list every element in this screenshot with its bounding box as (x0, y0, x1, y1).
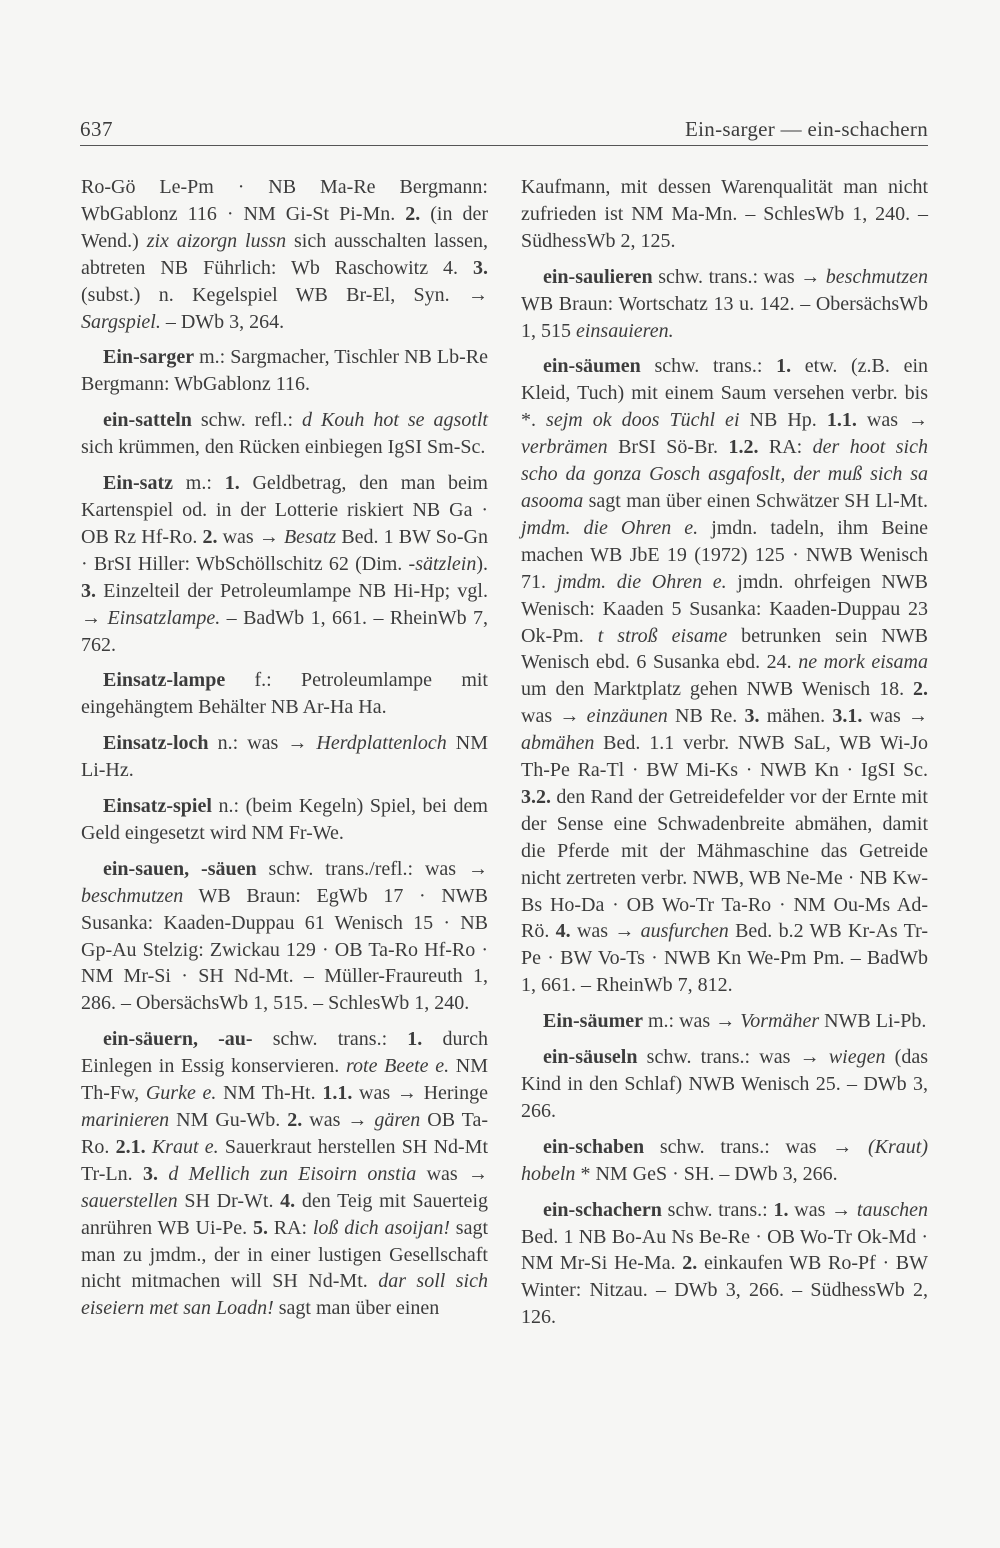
entry-text: was → (217, 525, 284, 548)
italic-text: beschmutzen (81, 884, 184, 907)
italic-text: einsauieren. (576, 319, 674, 342)
dictionary-entry (81, 856, 488, 1017)
entry-text: Bed. b.2 WB Kr-As Tr-Pe · BW Vo-Ts · NWB Kn We-Pm Pm. – BadWb 1, 661. – RheinWb 7, 812. (521, 920, 928, 997)
running-head: Ein-sarger — ein-schachern (685, 117, 928, 141)
entry-text: f.: Petroleumlampe mit eingehängtem Behälter NB Ar-Ha Ha. (81, 669, 488, 719)
sense-number: 1.1. (826, 409, 857, 432)
entry-text: – BadWb 1, 661. – RheinWb 7, 762. (81, 606, 488, 656)
sense-number: 3. (142, 1162, 158, 1185)
dictionary-entry (521, 1134, 928, 1188)
sense-number: 3.1. (832, 705, 863, 728)
italic-text: verbrämen (521, 436, 608, 459)
entry-text: NM Gu-Wb. (169, 1109, 288, 1131)
entry-text: OB Ta-Ro. (81, 1109, 489, 1158)
entry-text: schw. trans.: was → (652, 265, 826, 288)
italic-text: rote Beete e. (345, 1055, 450, 1078)
dictionary-entry (81, 1026, 488, 1322)
dictionary-entry (521, 353, 928, 999)
italic-text: ausfurchen (640, 920, 729, 943)
italic-text: d Mellich zun Eisoirn onstia (168, 1162, 417, 1185)
entry-text: sich ausschalten lassen, abtreten NB Führlich: Wb Raschowitz 4. (81, 229, 489, 279)
dictionary-entry (81, 793, 488, 847)
entry-lemma: ein-säuseln (543, 1046, 638, 1069)
entry-text: schw. trans.: (252, 1028, 408, 1051)
dictionary-entry (81, 667, 488, 721)
sense-number: 3. (744, 705, 760, 728)
entry-text: Bed. 1.1 verbr. NWB SaL, WB Wi-Jo Th-Pe Ra-Tl · BW Mi-Ks · NWB Kn · IgSI Sc. (521, 732, 928, 782)
italic-text: jmdm. die Ohren e. (521, 516, 699, 539)
page-number: 637 (80, 117, 113, 141)
entry-text: BrSI Sö-Br. (607, 436, 729, 459)
entry-text: m.: Sargmacher, Tischler NB Lb-Re Bergmann: WbGablonz 116. (81, 346, 488, 396)
sense-number: 1. (776, 355, 792, 378)
entry-text: (subst.) n. Kegelspiel WB Br-El, Syn. → (81, 283, 488, 306)
right-column (521, 174, 928, 1340)
entry-text: NWB Li-Pb. (819, 1010, 927, 1033)
italic-text: tauschen (856, 1198, 928, 1221)
sense-number: 1. (773, 1198, 789, 1221)
entry-continuation (521, 174, 928, 255)
entry-text: RA: (758, 436, 813, 459)
sense-number: 3. (81, 579, 96, 602)
entry-text: Bed. 1 NB Bo-Au Ns Be-Re · OB Wo-Tr Ok-Md · NM Mr-Si He-Ma. (521, 1225, 928, 1275)
italic-text: beschmutzen (825, 265, 928, 288)
entry-lemma: ein-schaben (543, 1135, 645, 1158)
sense-number: 2. (405, 202, 421, 225)
entry-text: um den Marktplatz gehen NWB Wenisch 18. (521, 678, 913, 701)
entry-text: Einzelteil der Petroleumlampe NB Hi-Hp; vgl. → (81, 579, 488, 629)
entry-text: schw. trans./refl.: was → (256, 857, 488, 880)
entry-text: (das Kind in den Schlaf) NWB Wenisch 25. – DWb 3, 266. (521, 1046, 929, 1122)
dictionary-entry (521, 1197, 928, 1332)
dictionary-entry (521, 264, 928, 345)
italic-text: (Kraut) hobeln (521, 1135, 928, 1185)
entry-lemma: ein-sauen, -säuen (103, 857, 257, 880)
sense-number: 5. (252, 1216, 268, 1239)
entry-text: was → (856, 409, 929, 432)
sense-number: 2. (913, 678, 928, 701)
entry-text: was → Heringe (352, 1082, 488, 1105)
sense-number: 4. (280, 1189, 296, 1212)
italic-text: gären (374, 1109, 421, 1131)
entry-text: jmdn. tadeln, ihm Beine machen WB JbE 19 (1972) 125 · NWB Wenisch 71. (521, 516, 928, 593)
entry-lemma: Ein-säumer (543, 1010, 643, 1033)
entry-text: schw. trans.: (640, 355, 777, 378)
entry-lemma: ein-säumen (543, 355, 641, 378)
dictionary-entry (81, 470, 488, 658)
entry-text: Ro-Gö Le-Pm · NB Ma-Re Bergmann: WbGablonz 116 · NM Gi-St Pi-Mn. (81, 176, 488, 225)
entry-text: was → (302, 1109, 375, 1131)
italic-text: Gurke e. (145, 1082, 217, 1105)
entry-text: m.: was → (643, 1010, 741, 1033)
sense-number: 1.2. (728, 436, 759, 459)
italic-text: einzäunen (586, 705, 668, 728)
italic-text: Herdplattenloch (316, 732, 447, 755)
entry-text: * NM GeS · SH. – DWb 3, 266. (575, 1162, 838, 1185)
entry-lemma: Einsatz-lampe (103, 669, 226, 692)
sense-number: 1.1. (322, 1082, 353, 1105)
entry-text: was → (416, 1162, 489, 1185)
entry-text: Bed. 1 BW So-Gn · BrSI Hiller: WbSchöllschitz 62 (Dim. (81, 525, 488, 575)
entry-text: NM Li-Hz. (81, 732, 488, 782)
italic-text: Kraut e. (151, 1135, 219, 1158)
italic-text: Sargspiel. (81, 310, 161, 333)
sense-number: 4. (555, 920, 571, 943)
italic-text: Einsatzlampe. (107, 606, 221, 629)
entry-text: Geldbetrag, den man beim Kartenspiel od. in der Lotterie riskiert NB Ga · OB Rz Hf-Ro. (81, 472, 488, 548)
italic-text: zix aizorgn lussn (146, 229, 287, 252)
sense-number: 2. (202, 525, 218, 548)
left-column (81, 174, 488, 1331)
entry-text: m.: (173, 472, 225, 495)
entry-lemma: ein-säuern, -au- (103, 1028, 253, 1051)
dictionary-entry (81, 344, 488, 398)
entry-text: betrunken sein NWB Wenisch ebd. 6 Susanka ebd. 24. (521, 624, 928, 674)
entry-text: sagt man zu jmdm., der in einer lustigen Gesellschaft nicht mitmachen will SH Nd-Mt. (81, 1216, 489, 1293)
italic-text: -sätzlein (408, 552, 477, 575)
entry-text: den Rand der Getreidefelder vor der Ernte mit der Sense eine Schwadenbreite abmähen, damit die Pferde mit der Mähmaschine das Getreide nicht zertreten verbr. NWB, WB Ne-Me · NB Kw-Bs Ho-Da · OB Wo-Tr Ta-Ro · NM Ou-Ms Ad-Rö. (521, 785, 928, 943)
dictionary-entry (521, 1044, 928, 1125)
entry-text: NM Th-Fw, (81, 1055, 488, 1105)
italic-text: jmdm. die Ohren e. (556, 570, 727, 593)
entry-text: was → (521, 705, 587, 728)
entry-text: was → (862, 705, 929, 728)
italic-text: Besatz (283, 525, 337, 548)
entry-text: den Teig mit Sauerteig anrühren WB Ui-Pe. (81, 1189, 488, 1239)
entry-text: sagt man über einen Schwätzer SH Ll-Mt. (583, 489, 928, 512)
entry-text: sagt man über einen (273, 1297, 440, 1320)
italic-text: Vormäher (740, 1010, 820, 1033)
italic-text: sejm ok doos Tüchl ei (546, 409, 740, 432)
entry-continuation (81, 174, 488, 335)
entry-text: (in der Wend.) (81, 202, 488, 252)
italic-text: wiegen (828, 1046, 886, 1069)
italic-text: t stroß eisame (597, 624, 728, 647)
entry-text: SH Dr-Wt. (177, 1189, 281, 1212)
entry-text: Kaufmann, mit dessen Warenqualität man nicht zufrieden ist NM Ma-Mn. – SchlesWb 1, 240. – SüdhessWb 2, 125. (521, 176, 928, 252)
entry-text: Sauerkraut herstellen SH Nd-Mt Tr-Ln. (81, 1135, 489, 1185)
entry-text: n.: was → (208, 732, 317, 755)
entry-text: was → (570, 920, 641, 943)
dictionary-entry (81, 730, 488, 784)
entry-text: jmdn. ohrfeigen NWB Wenisch: Kaaden 5 Susanka: Kaaden-Duppau 23 Ok-Pm. (521, 570, 928, 647)
entry-text: schw. trans.: was → (644, 1135, 868, 1158)
entry-text: RA: (267, 1216, 313, 1239)
italic-text: der hoot sich scho da gonza Gosch asgafoslt, der muß sich sa asooma (521, 436, 928, 512)
entry-text: n.: (beim Kegeln) Spiel, bei dem Geld eingesetzt wird NM Fr-We. (81, 795, 488, 844)
entry-text: NB Re. (667, 705, 745, 728)
entry-text: – DWb 3, 264. (160, 310, 285, 333)
entry-text: schw. trans.: was → (637, 1046, 829, 1069)
entry-lemma: Einsatz-spiel (103, 795, 212, 818)
entry-text: WB Braun: Wortschatz 13 u. 142. – ObersächsWb 1, 515 (521, 292, 928, 342)
entry-lemma: ein-satteln (103, 409, 192, 432)
entry-text: sich krümmen, den Rücken einbiegen IgSI Sm-Sc. (81, 436, 486, 459)
italic-text: marinieren (81, 1109, 170, 1131)
header-rule (80, 145, 928, 146)
entry-text: einkaufen WB Ro-Pf · BW Winter: Nitzau. – DWb 3, 266. – SüdhessWb 2, 126. (521, 1252, 928, 1329)
entry-lemma: Einsatz-loch (103, 732, 209, 755)
entry-text: etw. (z.B. ein Kleid, Tuch) mit einem Saum versehen verbr. bis *. (521, 355, 928, 432)
italic-text: d Kouh hot se agsotlt (302, 409, 488, 432)
sense-number: 3.2. (521, 785, 551, 808)
sense-number: 1. (407, 1028, 423, 1051)
sense-number: 3. (473, 256, 488, 279)
entry-lemma: ein-saulieren (543, 265, 653, 288)
italic-text: loß dich asoijan! (312, 1216, 450, 1239)
entry-text: NM Th-Ht. (216, 1082, 323, 1105)
sense-number: 2. (682, 1252, 698, 1275)
entry-text: was → (788, 1198, 857, 1221)
entry-text: ). (476, 552, 488, 575)
entry-text: NB Hp. (739, 409, 827, 432)
italic-text: dar soll sich eiseiern met san Loadn! (81, 1270, 488, 1320)
entry-text: durch Einlegen in Essig konservieren. (81, 1028, 488, 1078)
sense-number: 2. (287, 1109, 303, 1131)
entry-text: schw. refl.: (191, 409, 302, 432)
entry-lemma: ein-schachern (543, 1198, 662, 1221)
dictionary-entry (81, 407, 488, 461)
entry-text: mähen. (759, 705, 833, 728)
entry-text: schw. trans.: (661, 1198, 774, 1221)
entry-text: WB Braun: EgWb 17 · NWB Susanka: Kaaden-Duppau 61 Wenisch 15 · NB Gp-Au Stelzig: Zwickau 129 · OB Ta-Ro Hf-Ro · NM Mr-Si · SH Nd-Mt. – Müller-Fraureuth 1, 286. – ObersächsWb 1, 515. – SchlesWb 1, 240. (81, 884, 488, 1015)
italic-text: abmähen (521, 732, 595, 755)
italic-text: ne mork eisama (798, 651, 928, 674)
sense-number: 1. (224, 472, 240, 495)
entry-lemma: Ein-sarger (103, 346, 195, 369)
entry-text (158, 1163, 168, 1185)
sense-number: 2.1. (115, 1135, 146, 1158)
italic-text: sauerstellen (81, 1189, 178, 1212)
dictionary-entry (521, 1008, 928, 1035)
entry-lemma: Ein-satz (103, 472, 173, 495)
